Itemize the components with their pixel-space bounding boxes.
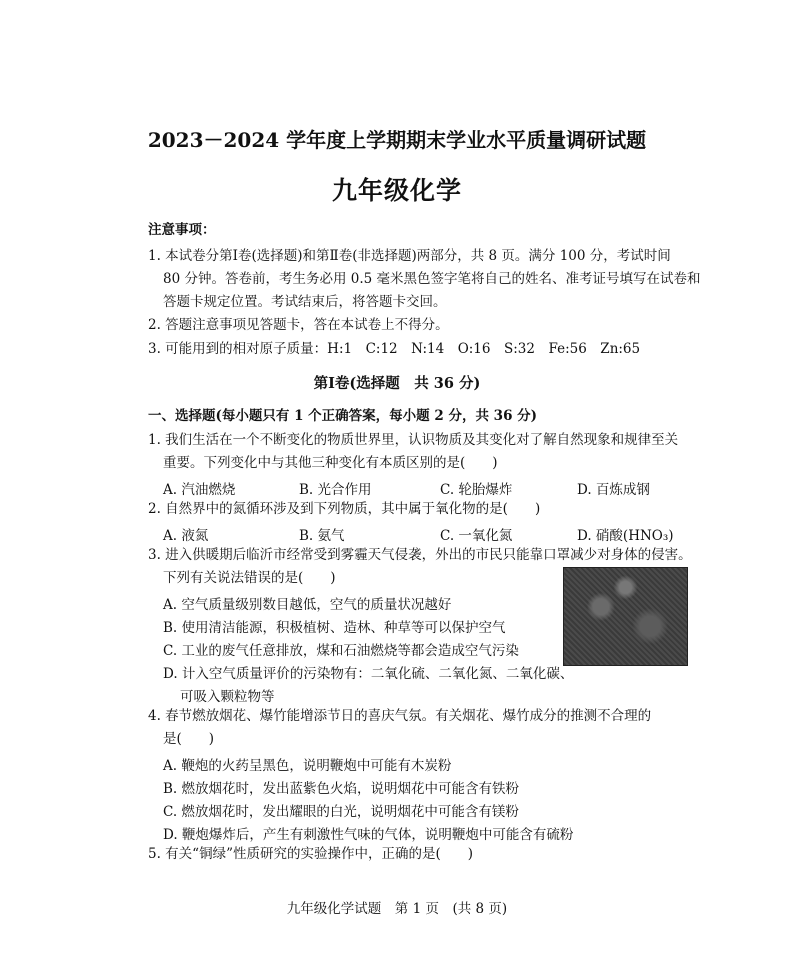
q4-option-c: C. 燃放烟花时，发出耀眼的白光，说明烟花中可能含有镁粉 [163,804,519,820]
q3-option-d-line1: D. 计入空气质量评价的污染物有：二氧化硫、二氧化氮、二氧化碳、 [163,666,574,682]
q1-option-d: D. 百炼成钢 [577,482,650,498]
notice-item-1c: 答题卡规定位置。考试结束后，将答题卡交回。 [163,294,447,310]
q3-stem-line1: 3. 进入供暖期后临沂市经常受到雾霾天气侵袭，外出的市民只能靠口罩减少对身体的侵害。 [148,547,692,563]
part1-heading: 第Ⅰ卷(选择题 共 36 分) [313,375,481,392]
q2-option-a: A. 液氮 [163,528,209,544]
notice-item-3: 3. 可能用到的相对原子质量：H:1 C:12 N:14 O:16 S:32 Fe:56 Zn:65 [148,341,641,357]
q4-option-b: B. 燃放烟花时，发出蓝紫色火焰，说明烟花中可能含有铁粉 [163,781,520,797]
q4-option-d: D. 鞭炮爆炸后，产生有刺激性气味的气体，说明鞭炮中可能含有硫粉 [163,827,574,843]
q1-option-c: C. 轮胎爆炸 [440,482,513,498]
smog-photo [563,567,688,666]
q1-option-b: B. 光合作用 [299,482,372,498]
exam-subject: 九年级化学 [331,176,462,205]
q1-stem-line1: 1. 我们生活在一个不断变化的物质世界里，认识物质及其变化对了解自然现象和规律至关 [148,432,679,448]
q3-option-a: A. 空气质量级别数目越低，空气的质量状况越好 [163,597,452,613]
q3-stem-line2: 下列有关说法错误的是( ) [163,570,336,586]
q1-stem-line2: 重要。下列变化中与其他三种变化有本质区别的是( ) [163,455,498,471]
q2-stem: 2. 自然界中的氮循环涉及到下列物质，其中属于氧化物的是( ) [148,501,541,517]
q3-option-d-line2: 可吸入颗粒物等 [180,689,275,705]
section-heading: 一、选择题(每小题只有 1 个正确答案，每小题 2 分，共 36 分) [148,408,538,424]
q4-stem-line2: 是( ) [163,731,215,747]
q1-option-a: A. 汽油燃烧 [163,482,236,498]
notice-item-1b: 80 分钟。答卷前，考生务必用 0.5 毫米黑色签字笔将自己的姓名、准考证号填写在试卷和 [163,271,701,287]
q5-stem: 5. 有关“铜绿”性质研究的实验操作中，正确的是( ) [148,846,474,862]
q3-option-c: C. 工业的废气任意排放，煤和石油燃烧等都会造成空气污染 [163,643,519,659]
page-footer: 九年级化学试题 第 1 页 (共 8 页) [286,901,508,917]
q4-option-a: A. 鞭炮的火药呈黑色，说明鞭炮中可能有木炭粉 [163,758,452,774]
notice-heading: 注意事项： [148,222,216,238]
q2-option-d: D. 硝酸(HNO₃) [577,528,674,544]
q2-option-b: B. 氨气 [299,528,345,544]
notice-item-2: 2. 答题注意事项见答题卡，答在本试卷上不得分。 [148,317,449,333]
q4-stem-line1: 4. 春节燃放烟花、爆竹能增添节日的喜庆气氛。有关烟花、爆竹成分的推测不合理的 [148,708,652,724]
q3-option-b: B. 使用清洁能源，积极植树、造林、种草等可以保护空气 [163,620,506,636]
notice-item-1a: 1. 本试卷分第Ⅰ卷(选择题)和第Ⅱ卷(非选择题)两部分，共 8 页。满分 100 分，考试时间 [148,248,671,264]
q2-option-c: C. 一氧化氮 [440,528,513,544]
exam-title: 2023－2024 学年度上学期期末学业水平质量调研试题 [147,128,647,152]
